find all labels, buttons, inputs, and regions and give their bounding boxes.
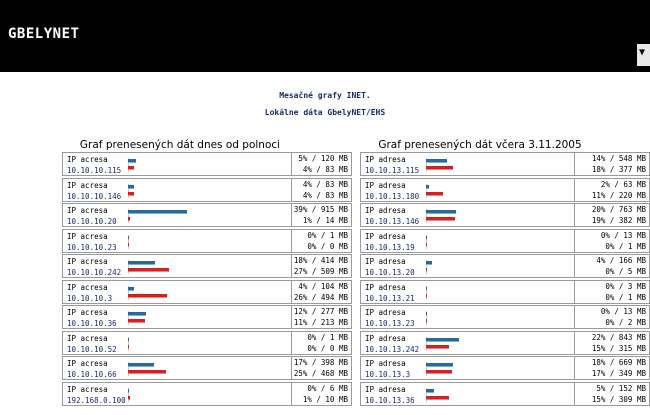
download-value: 1% / 14 MB bbox=[302, 216, 348, 225]
today-graph-title: Graf prenesených dát dnes od polnoci bbox=[79, 139, 281, 151]
table-row bbox=[360, 305, 650, 329]
upload-value: 14% / 548 MB bbox=[591, 154, 646, 163]
download-value: 0% / 5 MB bbox=[605, 267, 646, 276]
ip-cell bbox=[365, 180, 419, 202]
traffic-bars bbox=[426, 260, 546, 274]
ip-label: IP acresa bbox=[67, 359, 108, 368]
download-bar bbox=[128, 217, 130, 221]
ip-address-link[interactable]: 10.10.13.180 bbox=[365, 191, 420, 201]
upload-value: 39% / 915 MB bbox=[293, 205, 348, 214]
ip-label: IP adresa bbox=[365, 206, 406, 215]
ip-label: IP adresa bbox=[365, 257, 406, 266]
gbelynet-logo[interactable]: GBELYNET bbox=[8, 26, 80, 42]
ip-label: IP acresa bbox=[67, 231, 108, 241]
traffic-bars bbox=[128, 286, 248, 300]
ip-address-link[interactable]: 10.10.13.115 bbox=[365, 166, 420, 175]
traffic-bars bbox=[128, 362, 248, 376]
upload-value: 0% / 3 MB bbox=[605, 281, 646, 291]
ip-cell bbox=[67, 205, 117, 227]
upload-value: 18% / 414 MB bbox=[293, 256, 348, 265]
dropdown-button[interactable] bbox=[637, 44, 650, 66]
traffic-values bbox=[291, 332, 352, 354]
ip-address-link[interactable]: 10.10.10.3 bbox=[67, 293, 113, 303]
upload-bar bbox=[128, 287, 134, 291]
ip-cell bbox=[365, 358, 410, 380]
top-banner bbox=[0, 0, 650, 72]
ip-address-link[interactable]: 10.10.13.36 bbox=[365, 395, 415, 405]
table-row bbox=[360, 229, 650, 253]
upload-bar bbox=[426, 261, 432, 265]
traffic-values bbox=[291, 383, 352, 405]
download-bar bbox=[128, 396, 130, 400]
upload-value: 2% / 63 MB bbox=[600, 179, 646, 189]
upload-bar bbox=[426, 159, 447, 163]
table-row bbox=[62, 356, 352, 380]
ip-label: IP adresa bbox=[365, 308, 406, 317]
download-value: 0% / 1 MB bbox=[605, 292, 646, 302]
download-bar bbox=[426, 166, 453, 170]
download-bar bbox=[128, 192, 134, 196]
download-bar bbox=[128, 243, 129, 247]
upload-bar bbox=[426, 363, 453, 367]
ip-address-link[interactable]: 10.10.10.146 bbox=[67, 191, 122, 201]
table-row bbox=[360, 280, 650, 304]
ip-cell bbox=[67, 358, 117, 380]
traffic-bars bbox=[426, 311, 546, 325]
table-row bbox=[62, 331, 352, 355]
upload-value: 18% / 669 MB bbox=[591, 358, 646, 367]
ip-label: IP adresa bbox=[365, 155, 406, 164]
ip-cell bbox=[67, 180, 121, 202]
upload-bar bbox=[128, 236, 129, 240]
ip-label: IP adresa bbox=[365, 384, 406, 394]
upload-bar bbox=[426, 236, 427, 240]
upload-bar bbox=[426, 389, 434, 393]
ip-label: IP acresa bbox=[67, 206, 108, 215]
traffic-bars bbox=[128, 337, 248, 351]
traffic-values bbox=[574, 255, 650, 277]
ip-cell bbox=[67, 282, 112, 304]
table-row bbox=[360, 382, 650, 406]
download-value: 26% / 494 MB bbox=[293, 292, 348, 302]
download-value: 17% / 349 MB bbox=[591, 369, 646, 378]
traffic-bars bbox=[426, 184, 546, 198]
upload-bar bbox=[128, 363, 154, 367]
ip-label: IP adresa bbox=[365, 180, 406, 190]
ip-cell bbox=[365, 384, 415, 406]
traffic-bars bbox=[426, 388, 546, 402]
ip-cell bbox=[67, 154, 121, 176]
download-bar bbox=[426, 192, 443, 196]
table-row bbox=[360, 254, 650, 278]
traffic-values bbox=[291, 255, 352, 277]
upload-bar bbox=[426, 185, 429, 189]
traffic-bars bbox=[426, 209, 546, 223]
traffic-bars bbox=[128, 235, 248, 249]
ip-label: IP acresa bbox=[67, 180, 108, 190]
ip-cell bbox=[365, 205, 419, 227]
ip-address-link[interactable]: 10.10.10.36 bbox=[67, 319, 117, 328]
download-value: 11% / 213 MB bbox=[293, 318, 348, 327]
traffic-values bbox=[291, 179, 352, 201]
table-row bbox=[62, 280, 352, 304]
download-bar bbox=[426, 345, 449, 349]
traffic-bars bbox=[128, 209, 248, 223]
download-value: 18% / 377 MB bbox=[591, 165, 646, 174]
ip-cell bbox=[67, 384, 126, 406]
table-row bbox=[62, 254, 352, 278]
traffic-values bbox=[574, 179, 650, 201]
traffic-values bbox=[291, 230, 352, 252]
table-row bbox=[62, 382, 352, 406]
download-value: 11% / 220 MB bbox=[591, 190, 646, 200]
download-bar bbox=[426, 217, 455, 221]
ip-cell bbox=[365, 282, 415, 304]
ip-label: IP acresa bbox=[67, 384, 108, 394]
download-value: 0% / 2 MB bbox=[605, 318, 646, 327]
table-row bbox=[360, 356, 650, 380]
traffic-values bbox=[574, 306, 650, 328]
ip-address-link[interactable]: 10.10.10.52 bbox=[67, 344, 117, 354]
download-value: 0% / 1 MB bbox=[605, 241, 646, 251]
traffic-values bbox=[291, 204, 352, 226]
upload-value: 4% / 104 MB bbox=[298, 281, 348, 291]
upload-value: 5% / 120 MB bbox=[298, 154, 348, 163]
download-bar bbox=[426, 319, 427, 323]
ip-label: IP acresa bbox=[67, 333, 108, 343]
ip-label: IP adresa bbox=[365, 231, 406, 241]
chevron-down-icon: ▼ bbox=[639, 47, 646, 58]
traffic-bars bbox=[426, 362, 546, 376]
local-data-link[interactable]: Lokálne dáta GbelyNET/EHS bbox=[264, 108, 386, 117]
upload-value: 20% / 763 MB bbox=[591, 205, 646, 214]
ip-label: IP acresa bbox=[67, 308, 108, 317]
upload-bar bbox=[426, 210, 456, 214]
table-row bbox=[62, 229, 352, 253]
upload-value: 0% / 6 MB bbox=[307, 383, 348, 393]
ip-address-link[interactable]: 10.10.10.242 bbox=[67, 268, 122, 277]
ip-address-link[interactable]: 10.10.13.19 bbox=[365, 242, 415, 252]
table-row bbox=[360, 152, 650, 176]
traffic-values bbox=[291, 357, 352, 379]
download-bar bbox=[426, 370, 452, 374]
traffic-values bbox=[291, 153, 352, 175]
traffic-values bbox=[574, 332, 650, 354]
download-value: 27% / 509 MB bbox=[293, 267, 348, 276]
ip-address-link[interactable]: 10.10.10.66 bbox=[67, 370, 117, 379]
upload-value: 22% / 843 MB bbox=[591, 332, 646, 342]
download-value: 4% / 83 MB bbox=[302, 165, 348, 174]
traffic-values bbox=[291, 306, 352, 328]
upload-value: 0% / 1 MB bbox=[307, 332, 348, 342]
ip-address-link[interactable]: 10.10.13.146 bbox=[365, 217, 420, 226]
yesterday-graph-title: Graf prenesených dát včera 3.11.2005 bbox=[378, 139, 582, 151]
upload-bar bbox=[128, 338, 129, 342]
table-row bbox=[360, 178, 650, 202]
ip-label: IP acresa bbox=[67, 257, 108, 266]
download-value: 15% / 315 MB bbox=[591, 343, 646, 353]
table-row bbox=[62, 305, 352, 329]
upload-value: 4% / 83 MB bbox=[302, 179, 348, 189]
traffic-bars bbox=[128, 260, 248, 274]
ip-cell bbox=[365, 307, 415, 329]
monthly-graphs-link[interactable]: Mesačné grafy INET. bbox=[279, 91, 371, 100]
traffic-bars bbox=[128, 158, 248, 172]
ip-cell bbox=[67, 307, 117, 329]
download-bar bbox=[426, 268, 427, 272]
upload-value: 0% / 1 MB bbox=[307, 230, 348, 240]
ip-address-link[interactable]: 10.10.10.115 bbox=[67, 166, 122, 175]
traffic-values bbox=[574, 383, 650, 405]
upload-value: 0% / 13 MB bbox=[600, 230, 646, 240]
traffic-bars bbox=[426, 337, 546, 351]
ip-address-link[interactable]: 192.168.0.100 bbox=[67, 395, 126, 405]
ip-label: IP adresa bbox=[365, 333, 406, 343]
download-bar bbox=[128, 166, 134, 170]
traffic-values bbox=[574, 357, 650, 379]
ip-address-link[interactable]: 10.10.10.20 bbox=[67, 217, 117, 226]
traffic-bars bbox=[128, 311, 248, 325]
download-bar bbox=[128, 294, 167, 298]
table-row bbox=[62, 178, 352, 202]
download-value: 25% / 468 MB bbox=[293, 369, 348, 378]
ip-cell bbox=[365, 231, 415, 253]
download-bar bbox=[426, 243, 427, 247]
table-row bbox=[62, 152, 352, 176]
ip-label: IP acresa bbox=[67, 155, 108, 164]
ip-address-link[interactable]: 10.10.13.20 bbox=[365, 268, 415, 277]
download-bar bbox=[128, 345, 129, 349]
download-value: 0% / 0 MB bbox=[307, 241, 348, 251]
download-bar bbox=[128, 319, 145, 323]
download-value: 0% / 0 MB bbox=[307, 343, 348, 353]
traffic-bars bbox=[426, 235, 546, 249]
ip-label: IP adresa bbox=[365, 359, 406, 368]
ip-cell bbox=[365, 256, 415, 278]
download-bar bbox=[426, 396, 449, 400]
traffic-bars bbox=[128, 388, 248, 402]
ip-address-link[interactable]: 10.10.13.23 bbox=[365, 319, 415, 328]
traffic-bars bbox=[426, 286, 546, 300]
table-row bbox=[62, 203, 352, 227]
download-bar bbox=[128, 268, 169, 272]
download-value: 1% / 10 MB bbox=[302, 394, 348, 404]
upload-bar bbox=[128, 210, 187, 214]
upload-bar bbox=[128, 185, 134, 189]
upload-value: 5% / 152 MB bbox=[596, 383, 646, 393]
upload-bar bbox=[128, 312, 146, 316]
download-bar bbox=[426, 294, 427, 298]
upload-value: 17% / 398 MB bbox=[293, 358, 348, 367]
traffic-values bbox=[574, 281, 650, 303]
ip-cell bbox=[365, 154, 419, 176]
ip-address-link[interactable]: 10.10.13.21 bbox=[365, 293, 415, 303]
upload-value: 0% / 13 MB bbox=[600, 307, 646, 316]
upload-bar bbox=[426, 312, 427, 316]
ip-address-link[interactable]: 10.10.10.23 bbox=[67, 242, 117, 252]
download-value: 19% / 382 MB bbox=[591, 216, 646, 225]
upload-value: 4% / 166 MB bbox=[596, 256, 646, 265]
ip-address-link[interactable]: 10.10.13.242 bbox=[365, 344, 420, 354]
upload-bar bbox=[128, 159, 136, 163]
ip-cell bbox=[67, 231, 117, 253]
table-row bbox=[360, 203, 650, 227]
upload-bar bbox=[426, 338, 459, 342]
traffic-values bbox=[574, 230, 650, 252]
table-row bbox=[360, 331, 650, 355]
upload-value: 12% / 277 MB bbox=[293, 307, 348, 316]
ip-address-link[interactable]: 10.10.13.3 bbox=[365, 370, 411, 379]
download-value: 4% / 83 MB bbox=[302, 190, 348, 200]
download-value: 15% / 309 MB bbox=[591, 394, 646, 404]
ip-cell bbox=[67, 333, 117, 355]
upload-bar bbox=[128, 389, 129, 393]
traffic-bars bbox=[128, 184, 248, 198]
ip-cell bbox=[67, 256, 121, 278]
traffic-bars bbox=[426, 158, 546, 172]
ip-label: IP adresa bbox=[365, 282, 406, 292]
traffic-values bbox=[291, 281, 352, 303]
traffic-values bbox=[574, 153, 650, 175]
ip-cell bbox=[365, 333, 419, 355]
traffic-values bbox=[574, 204, 650, 226]
upload-bar bbox=[128, 261, 155, 265]
upload-bar bbox=[426, 287, 427, 291]
download-bar bbox=[128, 370, 166, 374]
ip-label: IP acresa bbox=[67, 282, 108, 292]
